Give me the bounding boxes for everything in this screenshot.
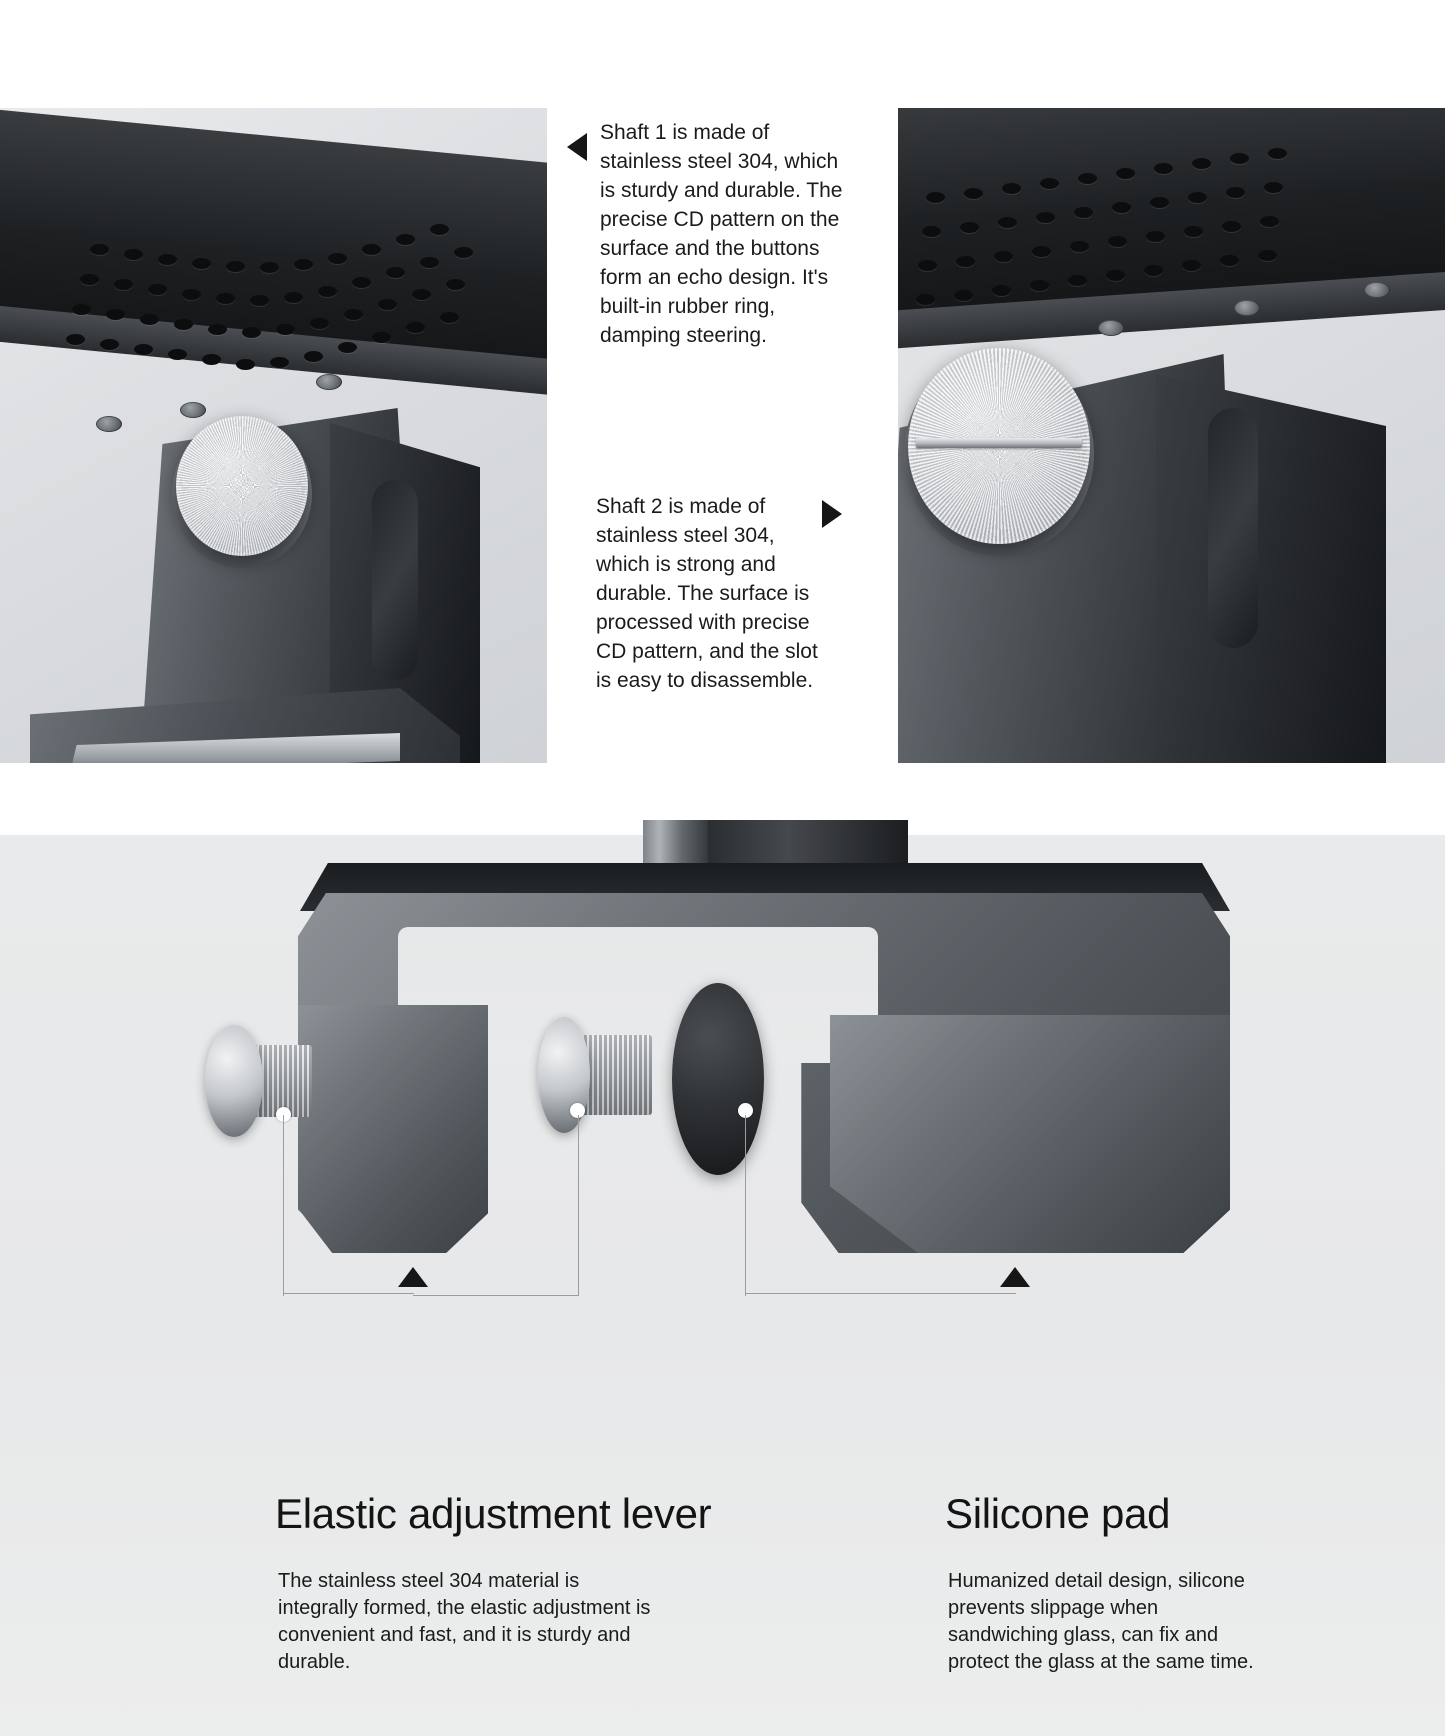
leader-line-center-bolt <box>413 1115 579 1296</box>
feature-1-up-triangle-icon <box>398 1267 428 1287</box>
top-section <box>0 0 1445 815</box>
leader-line-silicone-pad <box>745 1115 746 1296</box>
leader-line-left-bolt-h <box>283 1293 414 1294</box>
callout-shaft-2 <box>596 492 818 695</box>
feature-1-title: Elastic adjustment lever <box>275 1490 712 1537</box>
shaft-2-photo <box>898 108 1445 763</box>
shaft-housing-side <box>1156 340 1386 763</box>
shaft-slot <box>1208 408 1258 648</box>
clamp-lower-jaw <box>830 1015 1230 1253</box>
callout-1-text: Shaft 1 is made of stainless steel 304, which is sturdy and durable. The precise CD pattern on the surface and the buttons form an echo design. It's built-in rubber ring, damping steering. <box>600 121 843 347</box>
screw-head <box>1098 320 1124 336</box>
shaft-1-knob <box>176 416 308 556</box>
shaft-1-photo <box>0 108 547 763</box>
silicone-pad <box>672 983 764 1175</box>
screw-head <box>96 416 122 432</box>
bottom-section <box>0 835 1445 1736</box>
feature-2-body <box>948 1568 1258 1676</box>
screw-head <box>1364 282 1390 298</box>
shaft-slot <box>372 480 418 680</box>
left-bolt-cap <box>205 1025 263 1137</box>
feature-1-body <box>278 1568 658 1676</box>
callout-1-left-triangle-icon <box>567 133 587 161</box>
callout-2-right-triangle-icon <box>822 500 842 528</box>
feature-2-up-triangle-icon <box>1000 1267 1030 1287</box>
clamp-photo <box>0 835 1445 1455</box>
feature-2-title: Silicone pad <box>945 1490 1171 1537</box>
callout-2-text: Shaft 2 is made of stainless steel 304, which is strong and durable. The surface is processed with precise CD pattern, and the slot is easy to disassemble. <box>596 495 818 692</box>
leader-line-left-bolt <box>283 1115 284 1296</box>
screw-head <box>180 402 206 418</box>
shaft-2-knob-screw-slot <box>916 438 1082 448</box>
screw-head <box>316 374 342 390</box>
leader-line-silicone-pad-h <box>745 1293 1016 1294</box>
screw-head <box>1234 300 1260 316</box>
feature-1-body-text: The stainless steel 304 material is integrally formed, the elastic adjustment is convenient and fast, and it is sturdy and durable. <box>278 1570 651 1673</box>
callout-shaft-1 <box>600 118 845 350</box>
feature-2-body-text: Humanized detail design, silicone prevents slippage when sandwiching glass, can fix and protect the glass at the same time. <box>948 1570 1254 1673</box>
